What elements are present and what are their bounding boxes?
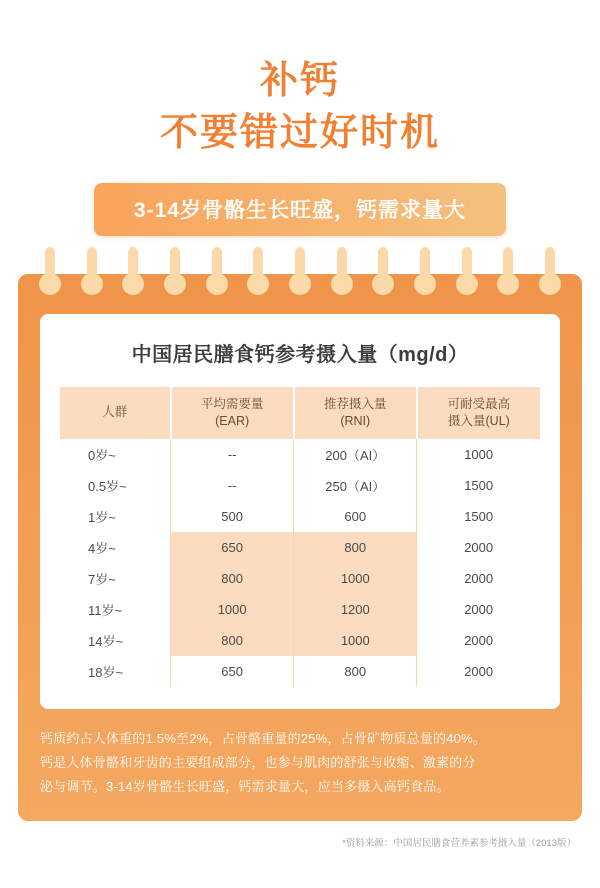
cell-rni: 250（AI）	[294, 470, 417, 501]
calendar-ring-icon	[375, 247, 391, 307]
table-header-row	[60, 387, 540, 439]
cell-people: 7岁~	[60, 563, 171, 594]
cell-people: 18岁~	[60, 656, 171, 687]
cell-rni: 600	[294, 501, 417, 532]
cell-ul: 2000	[464, 570, 494, 586]
cell-people: 14岁~	[60, 625, 171, 656]
column-header-ul: 可耐受最高 摄入量(UL)	[417, 387, 540, 439]
cell-people: 0.5岁~	[60, 470, 171, 501]
calendar-ring-icon	[125, 247, 141, 307]
note-line-2: 钙是人体骨骼和牙齿的主要组成部分，也参与肌肉的舒张与收缩、激素的分	[40, 754, 476, 770]
source-note: *资料来源：中国居民膳食营养素参考摄入量（2013版）	[342, 837, 576, 849]
table-row	[60, 625, 540, 656]
headline	[0, 0, 600, 157]
cell-ul: 2000	[464, 632, 494, 648]
cell-rni: 1000	[294, 625, 417, 656]
table-row	[60, 656, 540, 687]
column-header-rni: 推荐摄入量 (RNI)	[294, 387, 417, 439]
subtitle-container	[0, 183, 600, 236]
cell-people: 11岁~	[60, 594, 171, 625]
cell-ul: 2000	[464, 601, 494, 617]
calendar-ring-icon	[292, 247, 308, 307]
cell-people: 4岁~	[60, 532, 171, 563]
cell-ear: --	[171, 470, 294, 501]
calendar-ring-icon	[84, 247, 100, 307]
calendar-ring-icon	[209, 247, 225, 307]
calendar-ring-icon	[42, 247, 58, 307]
calendar-ring-icon	[542, 247, 558, 307]
cell-people: 1岁~	[60, 501, 171, 532]
subtitle-badge: 3-14岁骨骼生长旺盛，钙需求量大	[94, 183, 506, 236]
cell-rni: 1000	[294, 563, 417, 594]
cell-ul: 1500	[464, 477, 494, 493]
cell-rni: 1200	[294, 594, 417, 625]
note-line-3: 泌与调节。3-14岁骨骼生长旺盛，钙需求量大，应当多摄入高钙食品。	[40, 778, 450, 794]
column-header-ear: 平均需要量 (EAR)	[171, 387, 294, 439]
cell-rni: 800	[294, 656, 417, 687]
calendar-board	[18, 274, 582, 821]
calendar-rings	[18, 247, 582, 307]
table-head	[60, 387, 540, 439]
cell-ul: 2000	[464, 539, 494, 555]
calendar-ring-icon	[334, 247, 350, 307]
cell-ear: 800	[171, 625, 294, 656]
headline-line-1: 补钙	[259, 60, 340, 102]
cell-ear: 500	[171, 501, 294, 532]
cell-ul: 1500	[464, 508, 494, 524]
cell-ear: --	[171, 439, 294, 470]
calendar-ring-icon	[250, 247, 266, 307]
intake-table	[60, 387, 540, 687]
cell-ul: 1000	[464, 446, 494, 462]
calendar-ring-icon	[417, 247, 433, 307]
table-row	[60, 563, 540, 594]
headline-line-2: 不要错过好时机	[159, 111, 440, 154]
table-row	[60, 532, 540, 563]
calendar-ring-icon	[500, 247, 516, 307]
table-title: 中国居民膳食钙参考摄入量（mg/d）	[131, 344, 469, 366]
cell-ul: 2000	[464, 663, 494, 679]
cell-ear: 650	[171, 656, 294, 687]
calendar-ring-icon	[459, 247, 475, 307]
cell-rni: 200（AI）	[294, 439, 417, 470]
note-line-1: 钙质约占人体重的1.5%至2%，占骨骼重量的25%，占骨矿物质总量的40%。	[40, 730, 487, 746]
table-row	[60, 501, 540, 532]
table-row	[60, 470, 540, 501]
cell-rni: 800	[294, 532, 417, 563]
table-row	[60, 594, 540, 625]
cell-ear: 1000	[171, 594, 294, 625]
table-row	[60, 439, 540, 470]
note-paragraph	[40, 727, 560, 799]
calendar-ring-icon	[167, 247, 183, 307]
column-header-people: 人群	[60, 387, 171, 439]
intake-table-card	[40, 314, 560, 709]
cell-ear: 800	[171, 563, 294, 594]
cell-ear: 650	[171, 532, 294, 563]
table-body	[60, 439, 540, 687]
cell-people: 0岁~	[60, 439, 171, 470]
